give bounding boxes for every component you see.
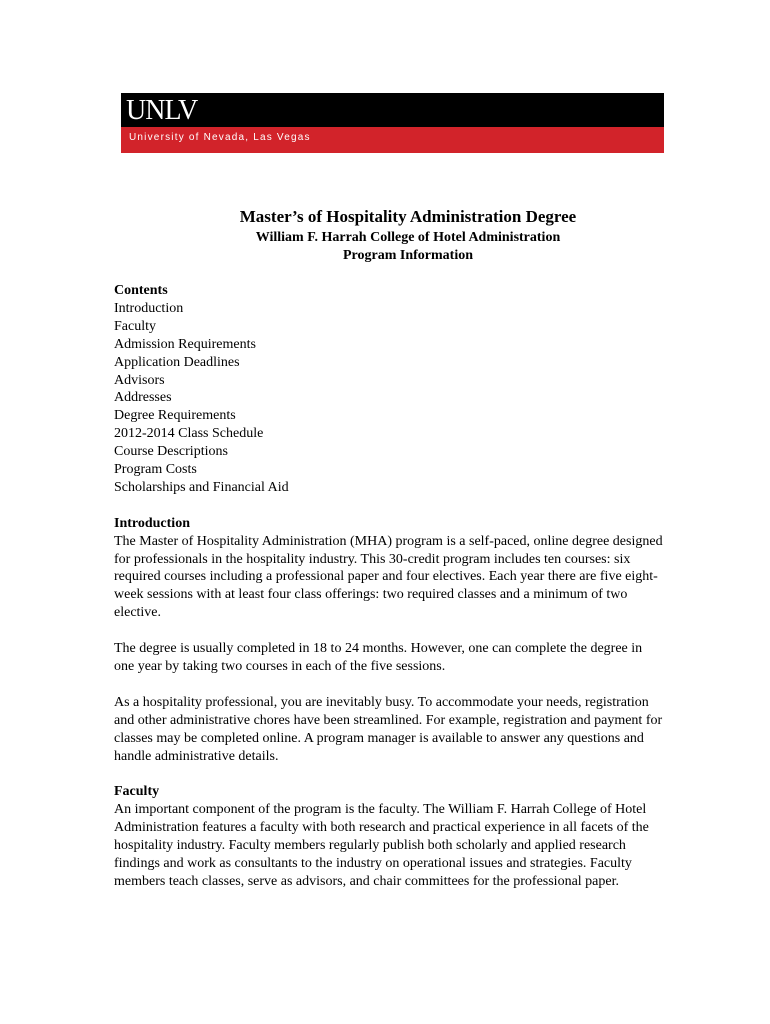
- banner-red-bar: [121, 127, 664, 153]
- introduction-paragraph-3: As a hospitality professional, you are inevitably busy. To accommodate your needs, registration and other administrative chores have been streamlined. For example, registration and payment for classes may be completed online. A program manager is available to answer any questions and handle administrative details.: [114, 694, 663, 764]
- toc-item-faculty: Faculty: [114, 318, 156, 334]
- toc-item-course-descriptions: Course Descriptions: [114, 444, 228, 460]
- introduction-heading: Introduction: [114, 515, 190, 531]
- college-name: William F. Harrah College of Hotel Administration: [255, 230, 561, 245]
- document-body: [114, 282, 664, 891]
- toc-item-admission-requirements: Admission Requirements: [114, 336, 256, 352]
- unlv-logo: UNLV: [126, 95, 198, 126]
- toc-item-addresses: Addresses: [114, 390, 172, 406]
- toc-item-advisors: Advisors: [114, 372, 165, 388]
- unlv-banner: [121, 93, 664, 153]
- banner-black-bar: [121, 93, 664, 127]
- toc-item-degree-requirements: Degree Requirements: [114, 408, 236, 424]
- title-block: [0, 205, 770, 265]
- introduction-paragraph-2: The degree is usually completed in 18 to 24 months. However, one can complete the degree in one year by taking two courses in each of the five sessions.: [114, 641, 643, 674]
- table-of-contents: [114, 300, 664, 497]
- toc-item-class-schedule: 2012-2014 Class Schedule: [114, 426, 264, 442]
- faculty-paragraph: An important component of the program is the faculty. The William F. Harrah College of Hotel Administration features a faculty with both research and practical experience in all facets of the hospitality industry. Faculty members regularly publish both scholarly and applied research findings and work as consultants to the industry on operational issues and strategies. Faculty members teach classes, serve as advisors, and chair committees for the professional paper.: [114, 802, 649, 889]
- introduction-paragraph-1: The Master of Hospitality Administration (MHA) program is a self-paced, online degree designed for professionals in the hospitality industry. This 30-credit program includes ten courses: six required courses including a professional paper and four electives. Each year there are five eight-week sessions with at least four class offerings: two required classes and a minimum of two elective.: [114, 533, 663, 621]
- contents-heading: Contents: [114, 283, 168, 298]
- university-tagline: University of Nevada, Las Vegas: [129, 132, 311, 143]
- program-information-heading: Program Information: [343, 248, 473, 263]
- toc-item-program-costs: Program Costs: [114, 462, 197, 478]
- faculty-heading: Faculty: [114, 784, 160, 800]
- toc-item-introduction: Introduction: [114, 300, 184, 316]
- page-title: Master’s of Hospitality Administration Degree: [239, 207, 577, 226]
- toc-item-application-deadlines: Application Deadlines: [114, 354, 240, 370]
- toc-item-scholarships: Scholarships and Financial Aid: [114, 479, 289, 495]
